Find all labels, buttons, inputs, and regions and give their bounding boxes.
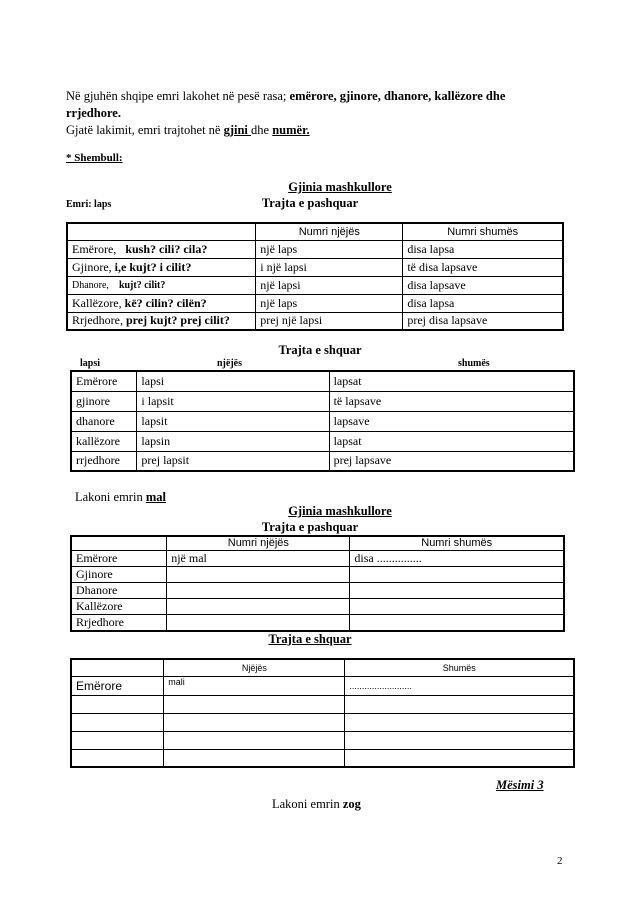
case-name: Emërore, — [72, 241, 117, 256]
s2-cell: rrjedhore — [71, 451, 137, 471]
s1-header-pl: Numri shumës — [403, 223, 563, 240]
s3-cell: Dhanore — [71, 582, 167, 598]
s2-label-njejes: njëjës — [217, 358, 242, 369]
s1-row-sg: prej një lapsi — [256, 312, 403, 330]
s4-input-cell[interactable] — [164, 731, 345, 749]
s1-row-pl: disa lapsa — [403, 240, 563, 258]
s3-header-empty — [71, 536, 167, 550]
s1-table — [66, 222, 564, 331]
case-question: kujt? cilit? — [118, 279, 166, 291]
intro-paragraph — [66, 88, 556, 139]
s3-cell: Gjinore — [71, 566, 167, 582]
s4-input-cell[interactable] — [164, 713, 345, 731]
s4-input-cell[interactable] — [345, 731, 574, 749]
intro-numer: numër. — [272, 123, 310, 137]
s4-input-cell[interactable] — [345, 749, 574, 767]
s3-header-sg: Numri njëjës — [167, 536, 350, 550]
s3-input-cell[interactable] — [167, 614, 350, 631]
s3-form-title: Trajta e pashquar — [261, 520, 359, 534]
case-name: Dhanore, — [72, 279, 109, 291]
s3-cell: Kallëzore — [71, 598, 167, 614]
s1-row-case — [67, 276, 256, 294]
s3-cell: Emërore — [71, 550, 167, 566]
s4-input-cell[interactable] — [164, 749, 345, 767]
case-question: prej kujt? prej cilit? — [125, 313, 230, 328]
zog-word: zog — [342, 797, 361, 811]
s4-header-empty — [71, 659, 164, 676]
s4-form-title: Trajta e shquar — [268, 632, 352, 646]
s4-cell: ......................... — [345, 676, 574, 695]
s3-input-cell[interactable] — [350, 566, 564, 582]
case-name: Rrjedhore, — [72, 313, 123, 328]
s2-form-title: Trajta e shquar — [278, 343, 362, 357]
page-number: 2 — [557, 855, 563, 867]
case-name: Kallëzore, — [72, 295, 122, 310]
s1-header-sg: Numri njëjës — [256, 223, 403, 240]
s3-cell: një mal — [167, 550, 350, 566]
s2-label-lapsi: lapsi — [80, 358, 101, 369]
lakoni-zog-text: Lakoni emrin — [272, 797, 343, 811]
s1-row-pl: të disa lapsave — [403, 258, 563, 276]
s3-lakoni-text: Lakoni emrin — [75, 490, 146, 504]
s1-row-case — [67, 258, 256, 276]
s1-row-pl: disa lapsave — [403, 276, 563, 294]
s2-cell: lapsat — [329, 431, 574, 451]
s2-cell: lapsin — [137, 431, 329, 451]
s3-input-cell[interactable] — [167, 598, 350, 614]
s2-cell: Emërore — [71, 371, 137, 391]
s1-row-pl: prej disa lapsave — [403, 312, 563, 330]
s4-header-sg: Njëjës — [164, 659, 345, 676]
s3-input-cell[interactable] — [167, 566, 350, 582]
s1-gender-title: Gjinia mashkullore — [288, 180, 392, 194]
s1-row-sg: i një lapsi — [256, 258, 403, 276]
case-question: kush? cili? cila? — [125, 241, 208, 256]
s1-row-case — [67, 312, 256, 330]
s2-cell: lapsi — [137, 371, 329, 391]
s3-lakoni — [75, 490, 166, 505]
s2-cell: prej lapsit — [137, 451, 329, 471]
s1-row-sg: një lapsi — [256, 276, 403, 294]
case-question: kë? cilin? cilën? — [124, 295, 207, 310]
s2-cell: dhanore — [71, 411, 137, 431]
s2-table — [70, 370, 575, 472]
s4-cell: mali — [164, 676, 345, 695]
s3-input-cell[interactable] — [350, 614, 564, 631]
s1-emri-label: Emri: laps — [66, 199, 112, 210]
s4-cell: Emërore — [71, 676, 164, 695]
s4-input-cell[interactable] — [345, 695, 574, 713]
intro-line1-plain: Në gjuhën shqipe emri lakohet në pesë rasa; — [66, 89, 290, 103]
s1-row-pl: disa lapsa — [403, 294, 563, 312]
s1-row-sg: një laps — [256, 240, 403, 258]
s3-cell: disa ............... — [350, 550, 564, 566]
s2-cell: gjinore — [71, 391, 137, 411]
s2-cell: lapsat — [329, 371, 574, 391]
s1-header-empty — [67, 223, 256, 240]
s1-row-sg: një laps — [256, 294, 403, 312]
s4-input-cell[interactable] — [71, 749, 164, 767]
s3-header-pl: Numri shumës — [350, 536, 564, 550]
s3-input-cell[interactable] — [350, 582, 564, 598]
s4-input-cell[interactable] — [71, 695, 164, 713]
s3-input-cell[interactable] — [167, 582, 350, 598]
case-name: Gjinore, — [72, 259, 112, 274]
s3-input-cell[interactable] — [350, 598, 564, 614]
s4-header-pl: Shumës — [345, 659, 574, 676]
intro-line2-a: Gjatë lakimit, emri trajtohet në — [66, 123, 224, 137]
s2-cell: i lapsit — [137, 391, 329, 411]
s2-cell: prej lapsave — [329, 451, 574, 471]
lakoni-zog — [272, 797, 361, 812]
s4-input-cell[interactable] — [345, 713, 574, 731]
case-question: i,e kujt? i cilit? — [114, 259, 192, 274]
s3-word: mal — [145, 490, 166, 504]
s1-row-case — [67, 294, 256, 312]
s1-form-title: Trajta e pashquar — [261, 196, 359, 210]
s4-input-cell[interactable] — [164, 695, 345, 713]
intro-line2-b: dhe — [251, 123, 273, 137]
s3-table — [70, 535, 565, 632]
mesimi-label: Mësimi 3 — [496, 778, 544, 792]
intro-gjini: gjini — [223, 123, 252, 137]
s2-cell: lapsave — [329, 411, 574, 431]
intro-line1-bold: emërore, gjinore, dhanore, kallëzore dhe rrjedhore. — [66, 89, 506, 120]
s2-label-shumes: shumës — [458, 358, 490, 369]
s3-gender-title: Gjinia mashkullore — [288, 504, 392, 518]
s1-row-case — [67, 240, 256, 258]
s4-input-cell[interactable] — [71, 713, 164, 731]
s2-cell: lapsit — [137, 411, 329, 431]
s2-cell: të lapsave — [329, 391, 574, 411]
s4-table — [70, 658, 575, 768]
s3-cell: Rrjedhore — [71, 614, 167, 631]
example-label: * Shembull: — [66, 152, 123, 164]
s4-input-cell[interactable] — [71, 731, 164, 749]
s2-cell: kallëzore — [71, 431, 137, 451]
